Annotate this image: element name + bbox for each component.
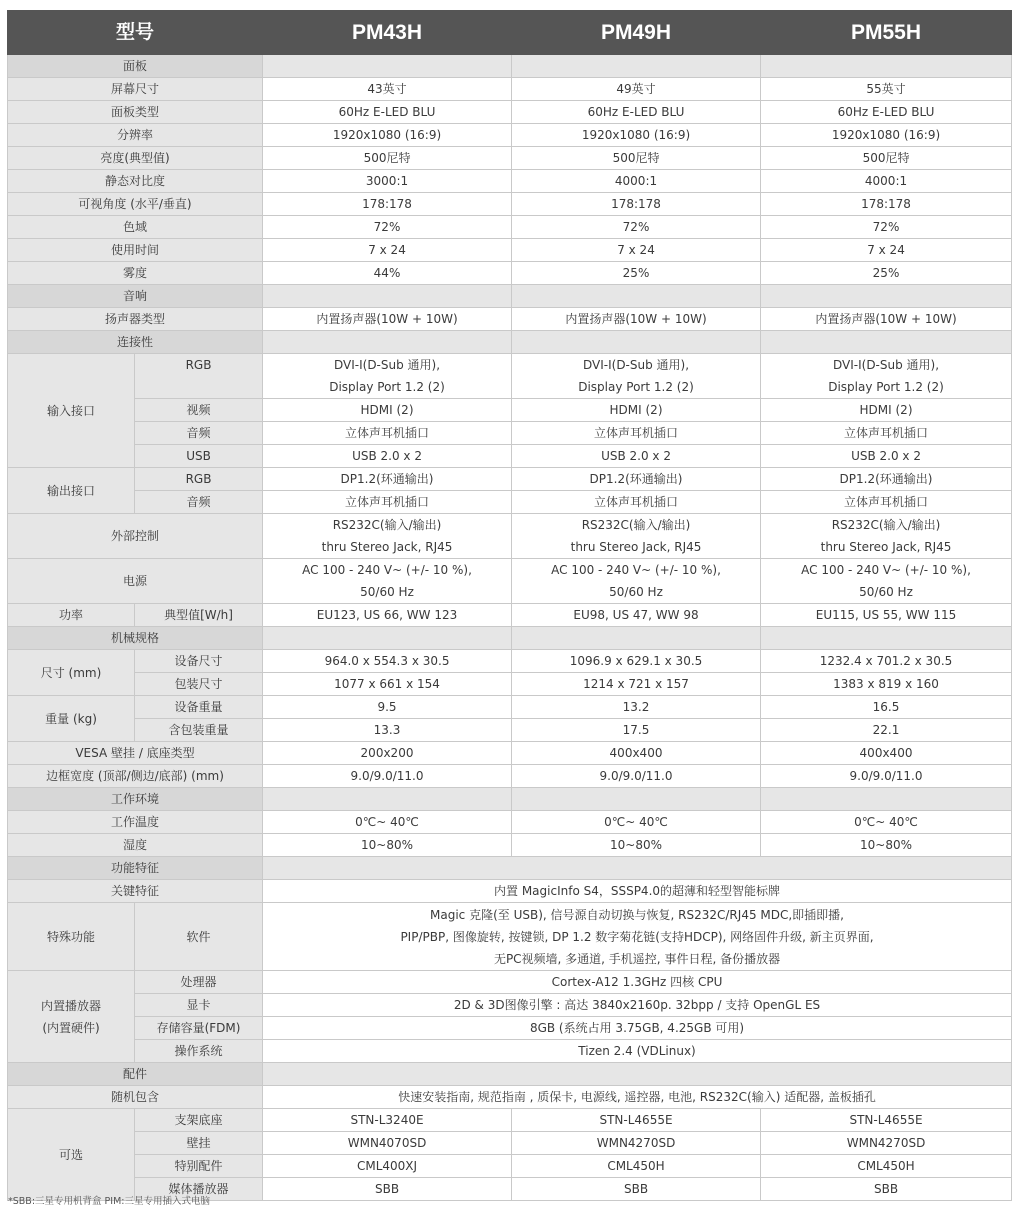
cell-value: 500尼特	[761, 147, 1012, 170]
row-group-label: 尺寸 (mm)	[8, 650, 135, 696]
row-sublabel: 视频	[135, 399, 263, 422]
cell-value: 1077 x 661 x 154	[263, 673, 512, 696]
row-sublabel: USB	[135, 445, 263, 468]
cell-value: 3000:1	[263, 170, 512, 193]
row-label: 扬声器类型	[8, 308, 263, 331]
row-sublabel: RGB	[135, 468, 263, 491]
row-sublabel: 媒体播放器	[135, 1178, 263, 1201]
cell-value: DP1.2(环通输出)	[512, 468, 761, 491]
cell-value: 2D & 3D图像引擎 : 高达 3840x2160p. 32bpp / 支持 OpenGL ES	[263, 994, 1012, 1017]
table-row	[8, 262, 1012, 285]
row-label: 关键特征	[8, 880, 263, 903]
cell-value: 立体声耳机插口	[512, 422, 761, 445]
row-sublabel: 支架底座	[135, 1109, 263, 1132]
section-row	[8, 285, 1012, 308]
cell-value: 60Hz E-LED BLU	[263, 101, 512, 124]
section-row	[8, 857, 1012, 880]
cell-line: RS232C(输入/输出)	[332, 518, 442, 532]
table-row	[8, 1132, 1012, 1155]
cell-value: 43英寸	[263, 78, 512, 101]
cell-value: 10~80%	[512, 834, 761, 857]
row-label: 可视角度 (水平/垂直)	[8, 193, 263, 216]
cell-value: 立体声耳机插口	[761, 491, 1012, 514]
cell-value: 25%	[761, 262, 1012, 285]
cell-value: DP1.2(环通输出)	[761, 468, 1012, 491]
row-label: 雾度	[8, 262, 263, 285]
table-row	[8, 994, 1012, 1017]
cell-value: SBB	[263, 1178, 512, 1201]
cell-value	[761, 514, 1012, 559]
cell-value: USB 2.0 x 2	[761, 445, 1012, 468]
row-label: 工作温度	[8, 811, 263, 834]
cell-value: 0℃~ 40℃	[512, 811, 761, 834]
row-sublabel: 包装尺寸	[135, 673, 263, 696]
cell-value: CML450H	[512, 1155, 761, 1178]
cell-line: 50/60 Hz	[859, 585, 913, 599]
cell-value: EU115, US 55, WW 115	[761, 604, 1012, 627]
cell-value: 500尼特	[263, 147, 512, 170]
table-row	[8, 1155, 1012, 1178]
cell-value: 10~80%	[761, 834, 1012, 857]
cell-value: 400x400	[761, 742, 1012, 765]
cell-line: thru Stereo Jack, RJ45	[321, 540, 453, 554]
row-label: 边框宽度 (顶部/侧边/底部) (mm)	[8, 765, 263, 788]
footnote: *SBB:三星专用机背盒 PIM:三星专用插入式电脑	[8, 1196, 210, 1207]
section-row	[8, 331, 1012, 354]
cell-value: 4000:1	[512, 170, 761, 193]
cell-value: HDMI (2)	[761, 399, 1012, 422]
cell-value	[512, 559, 761, 604]
table-row	[8, 811, 1012, 834]
cell-value: CML400XJ	[263, 1155, 512, 1178]
table-row	[8, 147, 1012, 170]
cell-value: 4000:1	[761, 170, 1012, 193]
cell-value: 7 x 24	[263, 239, 512, 262]
row-sublabel: 含包装重量	[135, 719, 263, 742]
cell-line: AC 100 - 240 V~ (+/- 10 %),	[551, 563, 721, 577]
table-row	[8, 101, 1012, 124]
table-row	[8, 491, 1012, 514]
row-sublabel: 设备重量	[135, 696, 263, 719]
cell-value: 立体声耳机插口	[512, 491, 761, 514]
cell-value: 9.5	[263, 696, 512, 719]
table-row	[8, 308, 1012, 331]
cell-line: RS232C(输入/输出)	[831, 518, 941, 532]
cell-value: USB 2.0 x 2	[263, 445, 512, 468]
cell-value: EU98, US 47, WW 98	[512, 604, 761, 627]
table-row	[8, 124, 1012, 147]
cell-value: 200x200	[263, 742, 512, 765]
cell-value: WMN4070SD	[263, 1132, 512, 1155]
cell-value: WMN4270SD	[761, 1132, 1012, 1155]
section-title: 连接性	[8, 331, 263, 354]
row-label: 随机包含	[8, 1086, 263, 1109]
cell-value: SBB	[512, 1178, 761, 1201]
cell-value: 内置扬声器(10W + 10W)	[263, 308, 512, 331]
cell-value: 13.2	[512, 696, 761, 719]
table-row	[8, 78, 1012, 101]
table-row	[8, 673, 1012, 696]
cell-line: DVI-I(D-Sub 通用),	[582, 358, 690, 372]
cell-line: 50/60 Hz	[609, 585, 663, 599]
cell-value: 立体声耳机插口	[761, 422, 1012, 445]
section-row	[8, 788, 1012, 811]
cell-line: Display Port 1.2 (2)	[578, 380, 694, 394]
section-title: 机械规格	[8, 627, 263, 650]
cell-value: WMN4270SD	[512, 1132, 761, 1155]
cell-value	[761, 354, 1012, 399]
row-group-label: 输入接口	[8, 354, 135, 468]
table-row	[8, 696, 1012, 719]
cell-line: Magic 克隆(至 USB), 信号源自动切换与恢复, RS232C/RJ45 MDC,即插即播,	[430, 907, 844, 922]
cell-value: 72%	[512, 216, 761, 239]
cell-value: 7 x 24	[761, 239, 1012, 262]
cell-value: 9.0/9.0/11.0	[263, 765, 512, 788]
row-label: 静态对比度	[8, 170, 263, 193]
row-label: 亮度(典型值)	[8, 147, 263, 170]
table-row	[8, 650, 1012, 673]
cell-value: 400x400	[512, 742, 761, 765]
cell-value: 1232.4 x 701.2 x 30.5	[761, 650, 1012, 673]
cell-value	[512, 514, 761, 559]
row-sublabel: 处理器	[135, 971, 263, 994]
row-sublabel: 典型值[W/h]	[135, 604, 263, 627]
row-label: 外部控制	[8, 514, 263, 559]
cell-value: EU123, US 66, WW 123	[263, 604, 512, 627]
cell-line: AC 100 - 240 V~ (+/- 10 %),	[302, 563, 472, 577]
cell-value: CML450H	[761, 1155, 1012, 1178]
row-sublabel: 壁挂	[135, 1132, 263, 1155]
row-sublabel: 音频	[135, 491, 263, 514]
cell-value: 500尼特	[512, 147, 761, 170]
cell-value	[263, 903, 1012, 971]
cell-value: 178:178	[512, 193, 761, 216]
cell-value: 22.1	[761, 719, 1012, 742]
table-row	[8, 468, 1012, 491]
cell-value: 立体声耳机插口	[263, 491, 512, 514]
cell-value: 内置扬声器(10W + 10W)	[512, 308, 761, 331]
table-row	[8, 193, 1012, 216]
table-row	[8, 514, 1012, 559]
cell-value: 内置扬声器(10W + 10W)	[761, 308, 1012, 331]
row-group-label: 特殊功能	[8, 903, 135, 971]
cell-value: 178:178	[263, 193, 512, 216]
row-sublabel: 显卡	[135, 994, 263, 1017]
model-name: PM49H	[512, 11, 761, 55]
cell-value: 964.0 x 554.3 x 30.5	[263, 650, 512, 673]
row-sublabel: RGB	[135, 354, 263, 399]
model-label: 型号	[8, 11, 263, 55]
cell-value	[263, 559, 512, 604]
cell-value: HDMI (2)	[263, 399, 512, 422]
table-row	[8, 216, 1012, 239]
cell-value: 7 x 24	[512, 239, 761, 262]
row-label: 面板类型	[8, 101, 263, 124]
table-row	[8, 1109, 1012, 1132]
cell-value: 1096.9 x 629.1 x 30.5	[512, 650, 761, 673]
table-row	[8, 422, 1012, 445]
cell-value	[761, 559, 1012, 604]
table-row	[8, 445, 1012, 468]
cell-value: 13.3	[263, 719, 512, 742]
cell-value: Tizen 2.4 (VDLinux)	[263, 1040, 1012, 1063]
row-label: 使用时间	[8, 239, 263, 262]
table-row	[8, 719, 1012, 742]
cell-value: DP1.2(环通输出)	[263, 468, 512, 491]
table-row	[8, 239, 1012, 262]
row-label: VESA 壁挂 / 底座类型	[8, 742, 263, 765]
table-row	[8, 971, 1012, 994]
cell-value: 0℃~ 40℃	[761, 811, 1012, 834]
cell-value	[263, 514, 512, 559]
cell-value: 60Hz E-LED BLU	[512, 101, 761, 124]
row-group-label: 输出接口	[8, 468, 135, 514]
cell-value: 178:178	[761, 193, 1012, 216]
table-row	[8, 1086, 1012, 1109]
cell-value: 16.5	[761, 696, 1012, 719]
cell-value: 49英寸	[512, 78, 761, 101]
cell-value: 8GB (系统占用 3.75GB, 4.25GB 可用)	[263, 1017, 1012, 1040]
cell-value: 72%	[263, 216, 512, 239]
section-title: 工作环境	[8, 788, 263, 811]
cell-line: AC 100 - 240 V~ (+/- 10 %),	[801, 563, 971, 577]
row-group-label: 重量 (kg)	[8, 696, 135, 742]
cell-value: 60Hz E-LED BLU	[761, 101, 1012, 124]
table-row	[8, 880, 1012, 903]
cell-value: 10~80%	[263, 834, 512, 857]
model-name: PM43H	[263, 11, 512, 55]
section-row	[8, 55, 1012, 78]
table-row	[8, 170, 1012, 193]
row-sublabel: 特别配件	[135, 1155, 263, 1178]
cell-value: 内置 MagicInfo S4，SSSP4.0的超薄和轻型智能标牌	[263, 880, 1012, 903]
table-row	[8, 1017, 1012, 1040]
section-title: 配件	[8, 1063, 263, 1086]
row-group-label: 可选	[8, 1109, 135, 1201]
section-row	[8, 1063, 1012, 1086]
cell-value: 1920x1080 (16:9)	[512, 124, 761, 147]
row-sublabel: 存储容量(FDM)	[135, 1017, 263, 1040]
table-row	[8, 399, 1012, 422]
cell-line: PIP/PBP, 图像旋转, 按键锁, DP 1.2 数字菊花链(支持HDCP), 网络固件升级, 新主页界面,	[400, 929, 874, 944]
table-row	[8, 903, 1012, 971]
cell-value: 1383 x 819 x 160	[761, 673, 1012, 696]
table-row	[8, 604, 1012, 627]
table-row	[8, 354, 1012, 399]
cell-value: 快速安装指南, 规范指南 , 质保卡, 电源线, 遥控器, 电池, RS232C(输入) 适配器, 盖板插孔	[263, 1086, 1012, 1109]
group-label-line: 内置播放器	[40, 998, 101, 1013]
cell-value: STN-L4655E	[761, 1109, 1012, 1132]
table-row	[8, 559, 1012, 604]
section-row	[8, 627, 1012, 650]
cell-value	[512, 354, 761, 399]
table-row	[8, 834, 1012, 857]
row-label: 分辨率	[8, 124, 263, 147]
header-row	[8, 11, 1012, 55]
cell-value: STN-L4655E	[512, 1109, 761, 1132]
cell-line: Display Port 1.2 (2)	[828, 380, 944, 394]
section-title: 功能特征	[8, 857, 263, 880]
cell-value: 9.0/9.0/11.0	[761, 765, 1012, 788]
cell-line: 无PC视频墙, 多通道, 手机遥控, 事件日程, 备份播放器	[493, 951, 781, 966]
cell-value: 0℃~ 40℃	[263, 811, 512, 834]
row-label: 湿度	[8, 834, 263, 857]
cell-value: HDMI (2)	[512, 399, 761, 422]
cell-value: STN-L3240E	[263, 1109, 512, 1132]
cell-value: 44%	[263, 262, 512, 285]
cell-value	[263, 354, 512, 399]
row-label: 屏幕尺寸	[8, 78, 263, 101]
cell-line: Display Port 1.2 (2)	[329, 380, 445, 394]
cell-value: 9.0/9.0/11.0	[512, 765, 761, 788]
cell-value: 立体声耳机插口	[263, 422, 512, 445]
row-sublabel: 操作系统	[135, 1040, 263, 1063]
table-row	[8, 1040, 1012, 1063]
row-label: 功率	[8, 604, 135, 627]
row-group-label	[8, 971, 135, 1063]
cell-value: SBB	[761, 1178, 1012, 1201]
cell-line: thru Stereo Jack, RJ45	[820, 540, 952, 554]
section-title: 面板	[8, 55, 263, 78]
cell-value: 55英寸	[761, 78, 1012, 101]
cell-value: 17.5	[512, 719, 761, 742]
group-label-line: (内置硬件)	[42, 1020, 100, 1035]
table-row	[8, 742, 1012, 765]
row-sublabel: 音频	[135, 422, 263, 445]
cell-line: DVI-I(D-Sub 通用),	[832, 358, 940, 372]
cell-value: 1214 x 721 x 157	[512, 673, 761, 696]
row-sublabel: 设备尺寸	[135, 650, 263, 673]
row-label: 电源	[8, 559, 263, 604]
spec-table	[7, 10, 1012, 1201]
table-row	[8, 765, 1012, 788]
cell-line: DVI-I(D-Sub 通用),	[333, 358, 441, 372]
cell-line: 50/60 Hz	[360, 585, 414, 599]
cell-value: 1920x1080 (16:9)	[263, 124, 512, 147]
cell-value: 25%	[512, 262, 761, 285]
section-title: 音响	[8, 285, 263, 308]
cell-line: RS232C(输入/输出)	[581, 518, 691, 532]
cell-value: 72%	[761, 216, 1012, 239]
cell-value: Cortex-A12 1.3GHz 四核 CPU	[263, 971, 1012, 994]
row-sublabel: 软件	[135, 903, 263, 971]
cell-line: thru Stereo Jack, RJ45	[570, 540, 702, 554]
cell-value: 1920x1080 (16:9)	[761, 124, 1012, 147]
cell-value: USB 2.0 x 2	[512, 445, 761, 468]
row-label: 色域	[8, 216, 263, 239]
model-name: PM55H	[761, 11, 1012, 55]
